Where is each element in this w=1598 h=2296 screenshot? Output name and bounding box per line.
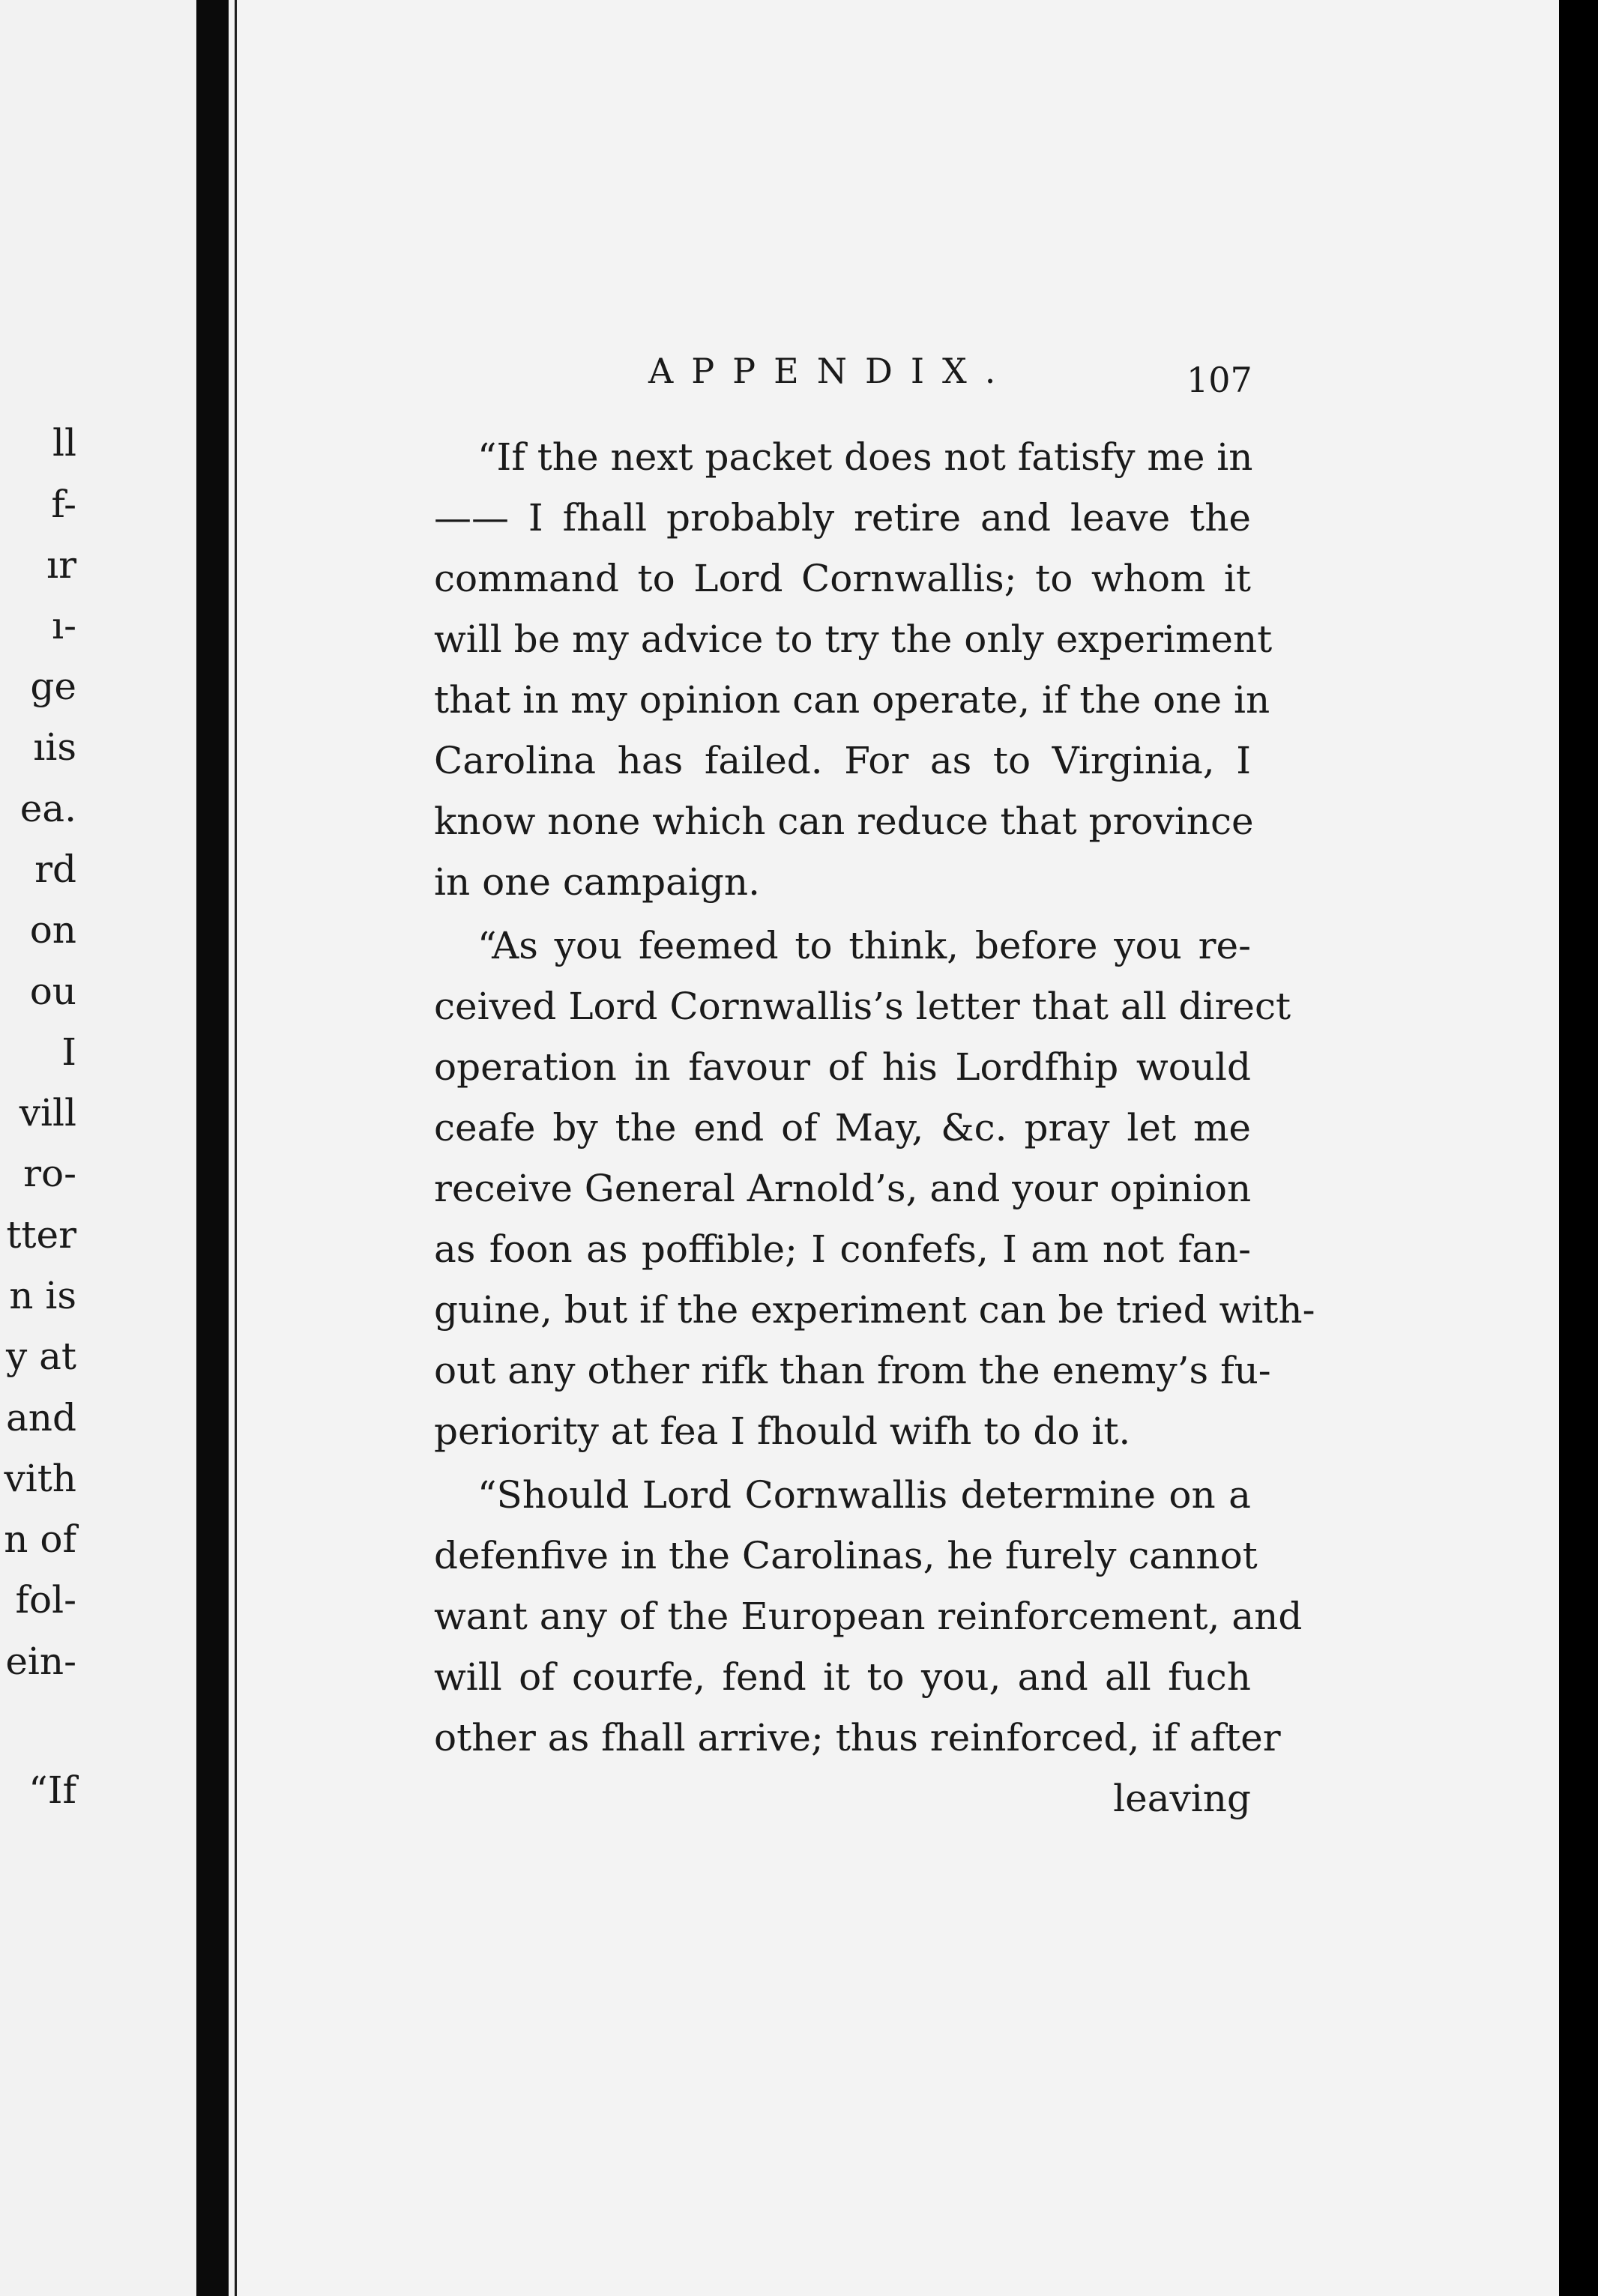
left-line-fragment: I [61, 1030, 76, 1074]
left-line-fragment: on [29, 908, 76, 952]
text-line: want any of the European reinforcement, and [434, 1595, 1303, 1638]
text-line: periority at fea I fhould wifh to do it. [434, 1410, 1131, 1453]
text-line: defenfive in the Carolinas, he furely cannot [434, 1534, 1258, 1577]
left-line-fragment: ge [30, 665, 76, 708]
left-line-fragment: rd [34, 848, 76, 891]
left-line-fragment: ır [46, 543, 76, 587]
running-head: APPENDIX. [648, 351, 1014, 391]
text-line: ceafe by the end of May, &c. pray let me [434, 1106, 1251, 1149]
text-line: receive General Arnold’s, and your opinion [434, 1167, 1252, 1210]
text-line: operation in favour of his Lordfhip would [434, 1045, 1251, 1089]
text-line: Carolina has failed. For as to Virginia, I [434, 739, 1251, 782]
text-line: out any other rifk than from the enemy’s fu- [434, 1349, 1271, 1392]
page-edge [235, 0, 237, 2296]
left-line-fragment: vith [4, 1457, 76, 1500]
left-line-fragment: y at [5, 1335, 76, 1378]
text-line: ceived Lord Cornwallis’s letter that all direct [434, 985, 1291, 1028]
text-line: command to Lord Cornwallis; to whom it [434, 557, 1251, 600]
text-line: “If the next packet does not fatisfy me in [477, 435, 1253, 479]
left-line-fragment: ll [52, 421, 76, 465]
left-line-fragment: fol- [15, 1578, 76, 1622]
text-line: that in my opinion can operate, if the one in [434, 678, 1270, 722]
body-text [434, 427, 1315, 1829]
text-line: guine, but if the experiment can be tried with- [434, 1288, 1315, 1332]
right-page [229, 0, 1559, 2296]
text-line: know none which can reduce that province [434, 800, 1254, 843]
left-line-fragment: ı- [52, 604, 76, 647]
text-line: will be my advice to try the only experiment [434, 617, 1273, 661]
left-line-fragment: ou [29, 970, 76, 1013]
text-line: will of courfe, fend it to you, and all fuch [434, 1655, 1251, 1699]
left-line-fragment: n of [4, 1517, 76, 1561]
scan-border [1559, 0, 1598, 2296]
left-line-fragment: ea. [19, 787, 76, 830]
text-line: other as fhall arrive; thus reinforced, if after [434, 1716, 1281, 1759]
left-line-fragment: vill [19, 1091, 76, 1135]
left-line-fragment: f- [51, 483, 76, 526]
left-line-fragment: tter [6, 1213, 76, 1257]
text-line: in one campaign. [434, 860, 761, 904]
left-line-fragment: ro- [23, 1152, 76, 1195]
left-page [0, 0, 196, 2296]
left-line-fragment: and [5, 1396, 76, 1439]
left-catchword: “If [28, 1768, 76, 1812]
left-line-fragment: n is [9, 1274, 76, 1317]
text-line: as foon as poffible; I confefs, I am not fan- [434, 1227, 1251, 1271]
page-number: 107 [1187, 360, 1252, 400]
text-line: —— I fhall probably retire and leave the [434, 496, 1251, 540]
left-line-fragment: ıis [33, 725, 76, 769]
catchword: leaving [1113, 1777, 1251, 1820]
text-line: “As you feemed to think, before you re- [477, 924, 1251, 967]
left-line-fragment: ein- [5, 1640, 76, 1683]
text-line: “Should Lord Cornwallis determine on a [477, 1473, 1251, 1517]
